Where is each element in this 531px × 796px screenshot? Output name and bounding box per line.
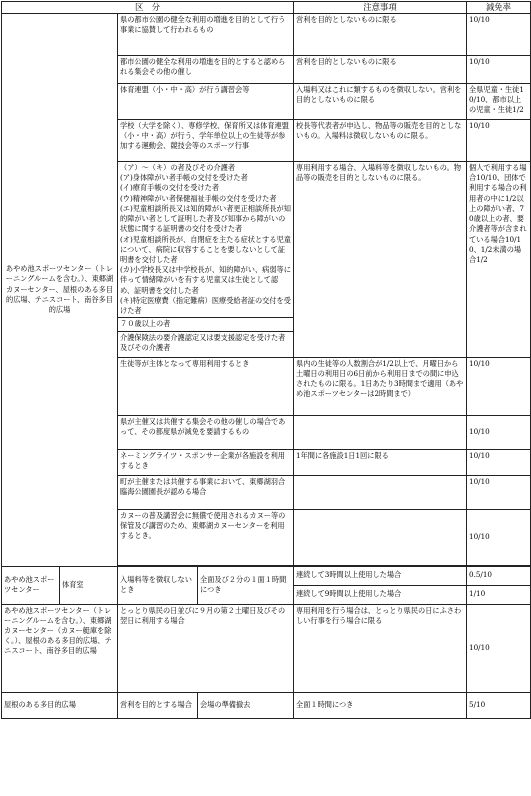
rate-cell: 10/10 — [467, 120, 531, 162]
rate-cell: 10/10 — [467, 475, 531, 509]
disability-category-cell — [118, 162, 294, 318]
category-cell: 町が主催または共催する事業において、東郷湖羽合臨海公園園長が認める場合 — [118, 475, 294, 509]
rate-cell: 10/10 — [467, 509, 531, 565]
gym-note-cell: 連続して9時間以上使用した場合 — [294, 585, 467, 604]
category-cell: 県が主催又は共催する集会その他の催しの場合であって、その都度県が減免を要請するもの — [118, 415, 294, 449]
note-cell: 営利を目的としないものに限る — [294, 56, 467, 84]
plaza-note-cell: 全面１時間につき — [294, 692, 467, 718]
table-row-tottori — [2, 604, 531, 692]
category-cell: 県の都市公園の健全な利用の増進を目的として行う事業に協賛して行われるもの — [118, 14, 294, 56]
disability-line: (オ)児童相談所長が、自閉症を主たる症状とする児童について、病院に収容することを要しないとして証明書を交付した者 — [120, 234, 291, 264]
disability-note-cell: 専用利用する場合、入場料等を徴収しないもの。物品等の販売を目的としないものに限る。 — [294, 162, 467, 358]
gym-facility-cell: あやめ池スポーツセンター — [2, 566, 60, 604]
header-category: 区 分 — [2, 2, 294, 14]
care-cell: 介護保険法の要介護認定又は要支援認定を受けた者及びその介護者 — [118, 331, 294, 357]
tottori-category-cell: とっとり県民の日並びに９月の第２土曜日及びその翌日に利用する場合 — [118, 604, 294, 692]
disability-line: (キ)特定医療費（指定難病）医療受給者証の交付を受けた者 — [120, 295, 291, 316]
gym-area-cell: 全面及び２分の１面１時間につき — [198, 566, 294, 604]
note-cell: 校長等代表者が申込し、物品等の販売を目的としないもの。入場料は徴収しないものに限る。 — [294, 120, 467, 162]
plaza-condition-cell: 営利を目的とする場合 — [118, 692, 198, 718]
gym-room-cell: 体育室 — [60, 566, 118, 604]
disability-rate-cell: 個人で利用する場合10/10、団体で利用する場合の利用者の中に1/2以上の障がい者、70歳以上の者、要介護者等が含まれている場合10/10、1/2未満の場合1/2 — [467, 162, 531, 358]
note-cell — [294, 415, 467, 449]
rate-cell: 10/10 — [467, 56, 531, 84]
disability-line: (ア)身体障がい者手帳の交付を受けた者 — [120, 173, 248, 183]
category-cell: 体育連盟（小・中・高）が行う講習会等 — [118, 84, 294, 120]
elderly-cell: ７０歳以上の者 — [118, 318, 294, 331]
category-cell: ネーミングライツ・スポンサー企業が各施設を利用するとき — [118, 449, 294, 475]
table-row — [2, 14, 531, 56]
table-row-gym — [2, 566, 531, 585]
rate-cell: 10/10 — [467, 357, 531, 415]
note-cell: 1年間に各施設1日1回に限る — [294, 449, 467, 475]
disability-line: （ア）～（キ）の者及びその介護者 — [120, 163, 236, 172]
note-cell: 県内の生徒等の人数割合が1/2以上で、月曜日から土曜日の利用日の6日前から利用日までの間に申込されたものに限る。1日あたり3時間まで適用（あやめ池スポーツセンターは2時間まで） — [294, 357, 467, 415]
note-cell — [294, 475, 467, 509]
header-rate: 減免率 — [467, 2, 531, 14]
rate-cell: 10/10 — [467, 14, 531, 56]
header-notes: 注意事項 — [294, 2, 467, 14]
tottori-facility-cell: あやめ池スポーツセンター（トレーニングルームを含む。）、東郷湖カヌーセンター（カヌー艇庫を除く。）、屋根のある多目的広場、テニスコート、南谷多目的広場 — [2, 604, 118, 692]
category-cell: 生徒等が主体となって専用利用するとき — [118, 357, 294, 415]
note-cell — [294, 509, 467, 565]
category-cell: カヌーの普及講習会に無償で使用されるカヌー等の保管及び講習のため、東郷湖カヌーセンターを利用するとき。 — [118, 509, 294, 565]
fee-reduction-table — [1, 1, 531, 719]
disability-line: (ウ)精神障がい者保健福祉手帳の交付を受けた者 — [120, 193, 277, 203]
disability-line: (イ)療育手帳の交付を受けた者 — [120, 183, 220, 193]
gym-condition-cell: 入場料等を徴収しないとき — [118, 566, 198, 604]
rate-cell: 全県児童・生徒10/10、都市以上の児童・生徒1/2 — [467, 84, 531, 120]
gym-rate-cell: 0.5/10 — [467, 566, 531, 585]
disability-line: (カ)小学校長又は中学校長が、知的障がい、病弱等に伴って情緒障がいを有する児童又は生徒として認め、証明書を交付した者 — [120, 265, 291, 295]
note-cell: 入場料又はこれに類するものを徴収しない。営利を目的としないものに限る — [294, 84, 467, 120]
gym-rate-cell: 1/10 — [467, 585, 531, 604]
plaza-rate-cell: 5/10 — [467, 692, 531, 718]
facility-cell: あやめ池スポーツセンター（トレーニングルームを含む。）、東郷湖カヌーセンター、屋根のある多目的広場、テニスコート、南谷多目的広場 — [2, 14, 118, 567]
header-row — [2, 2, 531, 14]
tottori-note-cell: 専用利用を行う場合は、とっとり県民の日にふさわしい行事を行う場合に限る — [294, 604, 467, 692]
plaza-prep-cell: 会場の準備撤去 — [198, 692, 294, 718]
category-cell: 都市公園の健全な利用の増進を目的とすると認められる集会その他の催し — [118, 56, 294, 84]
tottori-rate-cell: 10/10 — [467, 604, 531, 692]
note-cell: 営利を目的としないものに限る — [294, 14, 467, 56]
gym-note-cell: 連続して3時間以上使用した場合 — [294, 566, 467, 585]
plaza-facility-cell: 屋根のある多目的広場 — [2, 692, 118, 718]
table-row-plaza — [2, 692, 531, 718]
rate-cell: 10/10 — [467, 449, 531, 475]
disability-line: (エ)児童相談所長又は知的障がい者更正相談所長が知的障がい者として証明した者及び知事から障がいの状態に関する証明書の交付を受けた者 — [120, 203, 291, 234]
category-cell: 学校（大学を除く）、専修学校、保育所又は体育連盟（小・中・高）が行う、学年単位以上の生徒等が参加する運動会、競技会等のスポーツ行事 — [118, 120, 294, 162]
rate-cell: 10/10 — [467, 415, 531, 449]
